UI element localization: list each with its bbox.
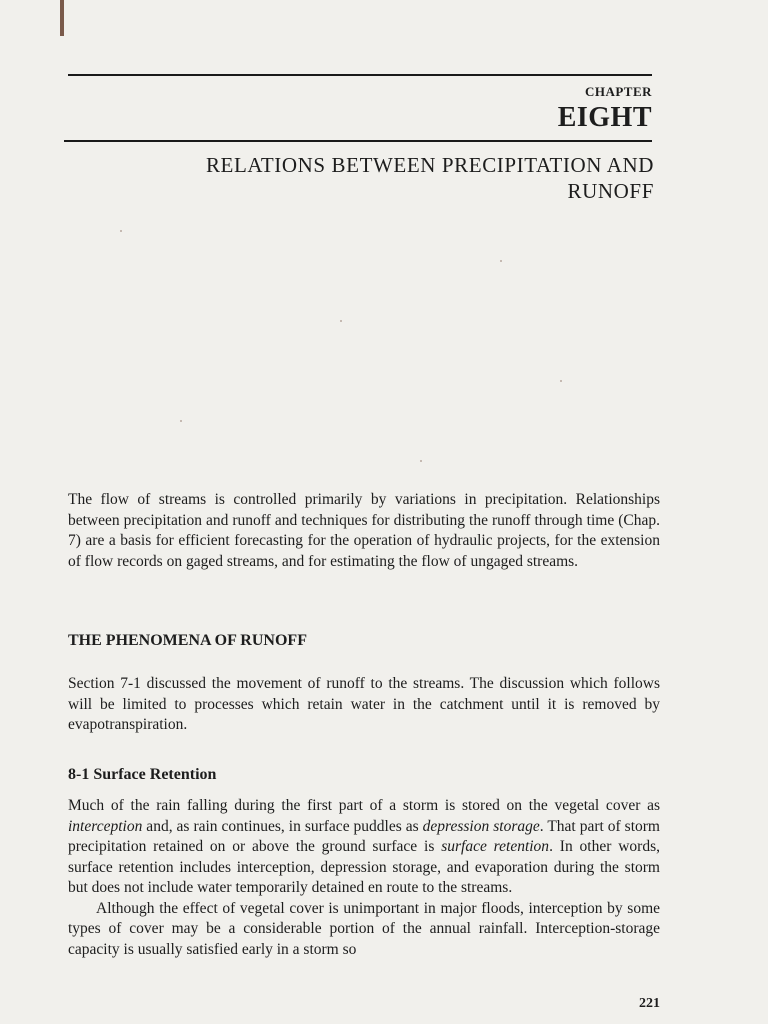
subsection-heading — [68, 766, 216, 784]
paper-speck — [180, 420, 182, 422]
page-number: 221 — [639, 996, 660, 1011]
paper-speck — [340, 320, 342, 322]
section-text: Section 7-1 discussed the movement of runoff to the streams. The discussion which follows will be limited to processes which retain water in the catchment until it is removed by evapotranspiration. — [68, 675, 660, 733]
paper-speck — [120, 230, 122, 232]
text-run: . That part of storm precipitation retained on or above the ground surface is — [68, 817, 660, 855]
subsection-body — [68, 796, 660, 960]
chapter-rule — [64, 140, 652, 142]
text-run: . In other words, surface retention includes interception, depression storage, and evaporation during the storm but does not include water temporarily detained en route to the streams. — [68, 838, 660, 896]
term-interception: interception — [68, 817, 143, 835]
paper-speck — [420, 460, 422, 462]
subsection-paragraph-2: Although the effect of vegetal cover is unimportant in major floods, interception by some types of cover may be a considerable portion of the annual rainfall. Interception-storage capacity is usually satisfied early in a storm so — [68, 899, 660, 958]
subsection-paragraph-1 — [68, 796, 660, 899]
paper-speck — [560, 380, 562, 382]
subsection-number: 8-1 — [68, 766, 90, 783]
subsection-title: Surface Retention — [93, 766, 217, 783]
intro-text: The flow of streams is controlled primarily by variations in precipitation. Relationships between precipitation and runoff and techniques for distributing the runoff through time (Chap. 7) are a basis for efficient forecasting for the operation of hydraulic projects, for the extension of flow records on gaged streams, and for estimating the flow of ungaged streams. — [68, 491, 660, 570]
chapter-number: EIGHT — [557, 102, 652, 133]
term-surface-retention: surface retention — [441, 838, 550, 855]
chapter-title-line-1: RELATIONS BETWEEN PRECIPITATION AND — [205, 153, 654, 177]
text-run: Much of the rain falling during the first part of a storm is stored on the vegetal cover as — [68, 797, 660, 814]
intro-paragraph — [68, 490, 660, 572]
text-run: and, as rain continues, in surface puddles as — [142, 817, 423, 835]
chapter-label: CHAPTER — [584, 84, 652, 99]
chapter-title-line-2: RUNOFF — [567, 179, 654, 203]
section-heading: THE PHENOMENA OF RUNOFF — [68, 632, 307, 649]
paper-speck — [500, 260, 502, 262]
term-depression-storage: depression storage — [422, 817, 540, 835]
top-rule — [68, 74, 652, 76]
page-corner-mark — [60, 0, 64, 36]
section-paragraph — [68, 674, 660, 736]
chapter-title — [94, 152, 654, 204]
